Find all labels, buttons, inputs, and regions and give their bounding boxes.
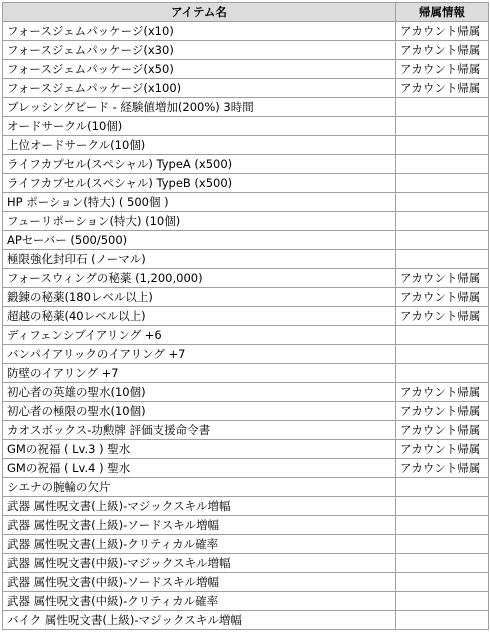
binding-info-cell [396,136,489,155]
table-row [3,364,489,383]
binding-info-cell [396,155,489,174]
table-row [3,440,489,459]
table-row [3,60,489,79]
binding-info-cell: アカウント帰属 [396,307,489,326]
table-row [3,117,489,136]
table-row [3,326,489,345]
item-name-cell: 鍛錬の秘薬(180レベル以上) [3,288,396,307]
item-name-cell: 防壁のイアリング +7 [3,364,396,383]
item-name-cell: 初心者の極限の聖水(10個) [3,402,396,421]
item-name-cell: 上位オードサークル(10個) [3,136,396,155]
binding-info-cell [396,231,489,250]
binding-info-cell: アカウント帰属 [396,60,489,79]
item-name-cell: APセーバー (500/500) [3,231,396,250]
table-row [3,231,489,250]
binding-info-cell [396,535,489,554]
item-name-cell: フォースジェムパッケージ(x50) [3,60,396,79]
item-name-cell: ライフカプセル(スペシャル) TypeB (x500) [3,174,396,193]
table-row [3,345,489,364]
item-name-cell: 武器 属性呪文書(上級)-マジックスキル増幅 [3,497,396,516]
binding-info-cell [396,516,489,535]
binding-info-cell: アカウント帰属 [396,459,489,478]
table-row [3,554,489,573]
item-name-cell: ライフカプセル(スペシャル) TypeA (x500) [3,155,396,174]
item-name-cell: バイク 属性呪文書(上級)-マジックスキル増幅 [3,611,396,630]
binding-info-cell: アカウント帰属 [396,269,489,288]
binding-info-cell [396,174,489,193]
binding-info-cell [396,250,489,269]
table-row [3,269,489,288]
table-row [3,22,489,41]
item-name-cell: フォースウィングの秘薬 (1,200,000) [3,269,396,288]
binding-info-cell: アカウント帰属 [396,402,489,421]
item-name-cell: 武器 属性呪文書(中級)-マジックスキル増幅 [3,554,396,573]
item-name-cell: GMの祝福 ( Lv.4 ) 聖水 [3,459,396,478]
table-row [3,535,489,554]
item-name-cell: 極限強化封印石 (ノーマル) [3,250,396,269]
table-row [3,250,489,269]
item-table [2,2,489,630]
table-row [3,98,489,117]
binding-info-cell: アカウント帰属 [396,41,489,60]
item-name-cell: ブレッシングビード - 経験値増加(200%) 3時間 [3,98,396,117]
item-name-cell: シエナの腕輪の欠片 [3,478,396,497]
table-row [3,383,489,402]
item-name-cell: フォースジェムパッケージ(x100) [3,79,396,98]
table-row [3,307,489,326]
binding-info-cell [396,98,489,117]
header-item-name: アイテム名 [3,3,396,22]
binding-info-cell [396,497,489,516]
item-name-cell: 武器 属性呪文書(上級)-クリティカル確率 [3,535,396,554]
table-row [3,174,489,193]
item-name-cell: オードサークル(10個) [3,117,396,136]
item-name-cell: フォースジェムパッケージ(x30) [3,41,396,60]
table-row [3,79,489,98]
table-row [3,478,489,497]
table-row [3,212,489,231]
table-row [3,288,489,307]
binding-info-cell: アカウント帰属 [396,421,489,440]
header-binding-info: 帰属情報 [396,3,489,22]
binding-info-cell [396,592,489,611]
binding-info-cell: アカウント帰属 [396,440,489,459]
binding-info-cell [396,326,489,345]
binding-info-cell: アカウント帰属 [396,288,489,307]
table-row [3,459,489,478]
binding-info-cell: アカウント帰属 [396,383,489,402]
binding-info-cell [396,573,489,592]
item-name-cell: フューリポーション(特大) (10個) [3,212,396,231]
binding-info-cell [396,212,489,231]
item-name-cell: 初心者の英雄の聖水(10個) [3,383,396,402]
table-row [3,573,489,592]
item-name-cell: 武器 属性呪文書(中級)-クリティカル確率 [3,592,396,611]
binding-info-cell [396,478,489,497]
table-row [3,402,489,421]
table-row [3,136,489,155]
binding-info-cell: アカウント帰属 [396,79,489,98]
item-name-cell: HP ポーション(特大) ( 500個 ) [3,193,396,212]
item-name-cell: 超越の秘薬(40レベル以上) [3,307,396,326]
binding-info-cell [396,193,489,212]
item-name-cell: フォースジェムパッケージ(x10) [3,22,396,41]
binding-info-cell [396,345,489,364]
binding-info-cell [396,117,489,136]
table-row [3,41,489,60]
item-name-cell: 武器 属性呪文書(中級)-ソードスキル増幅 [3,573,396,592]
table-row [3,592,489,611]
table-row [3,193,489,212]
table-body [3,22,489,630]
item-name-cell: 武器 属性呪文書(上級)-ソードスキル増幅 [3,516,396,535]
table-row [3,155,489,174]
binding-info-cell [396,554,489,573]
table-header-row [3,3,489,22]
item-name-cell: カオスボックス-功勲牌 評価支援命令書 [3,421,396,440]
item-name-cell: バンパイアリックのイアリング +7 [3,345,396,364]
table-row [3,421,489,440]
binding-info-cell: アカウント帰属 [396,22,489,41]
binding-info-cell [396,611,489,630]
table-row [3,611,489,630]
item-name-cell: ディフェンシブイアリング +6 [3,326,396,345]
table-row [3,516,489,535]
binding-info-cell [396,364,489,383]
table-row [3,497,489,516]
item-name-cell: GMの祝福 ( Lv.3 ) 聖水 [3,440,396,459]
